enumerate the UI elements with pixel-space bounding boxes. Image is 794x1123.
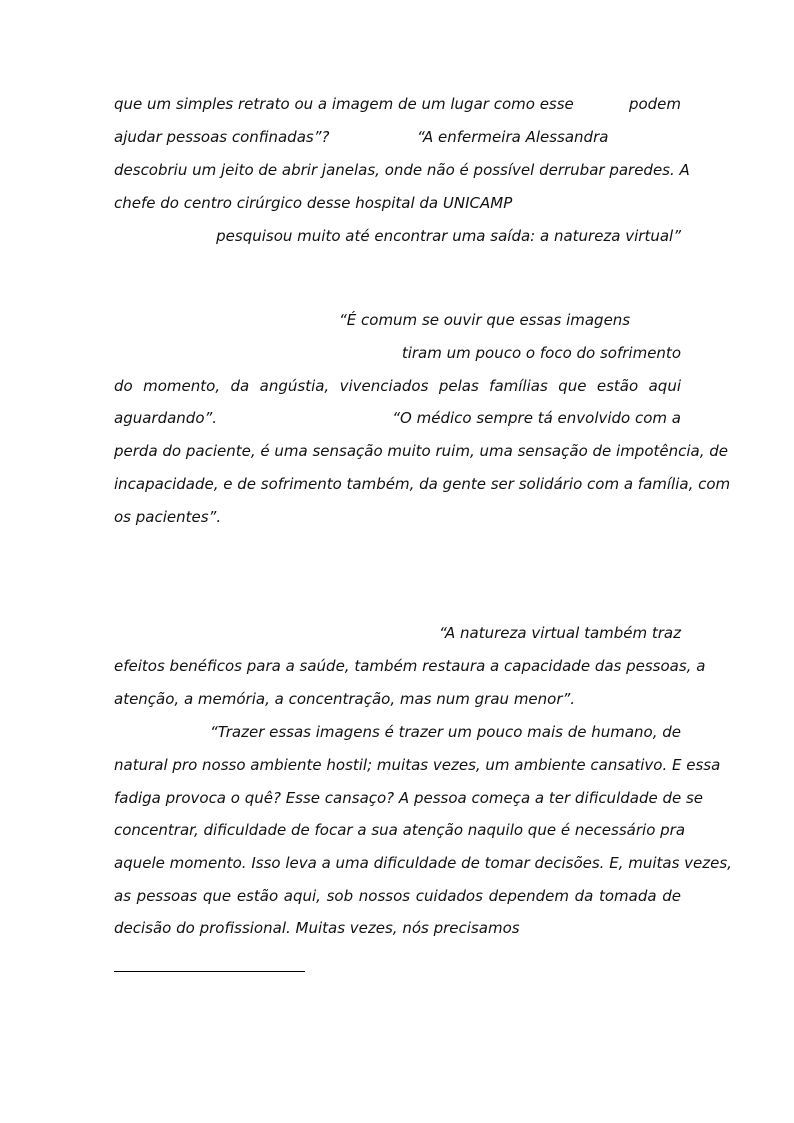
text-line: pesquisou muito até encontrar uma saída: a natureza virtual”	[216, 227, 681, 245]
text-segment: que um simples retrato ou a imagem de um lugar como esse	[114, 95, 574, 113]
text-line: os pacientes”.	[114, 508, 222, 526]
text-segment: “O médico sempre tá envolvido com a	[392, 409, 681, 427]
text-line: do momento, da angústia, vivenciados pelas famílias que estão aqui	[114, 377, 681, 395]
text-line: descobriu um jeito de abrir janelas, onde não é possível derrubar paredes. A	[114, 161, 690, 179]
text-line: “A natureza virtual também traz	[439, 624, 681, 642]
text-line: atenção, a memória, a concentração, mas num grau menor”.	[114, 690, 576, 708]
text-segment: ajudar pessoas confinadas”?	[114, 128, 330, 146]
text-segment: aguardando”.	[114, 409, 218, 427]
text-line	[114, 94, 681, 114]
text-line: aquele momento. Isso leva a uma dificuldade de tomar decisões. E, muitas vezes,	[114, 854, 732, 872]
text-line: concentrar, dificuldade de focar a sua atenção naquilo que é necessário pra	[114, 821, 686, 839]
text-line: chefe do centro cirúrgico desse hospital da UNICAMP	[114, 194, 513, 212]
text-line: as pessoas que estão aqui, sob nossos cuidados dependem da tomada de	[114, 887, 681, 905]
text-line: decisão do profissional. Muitas vezes, nós precisamos	[114, 919, 520, 937]
text-line: “Trazer essas imagens é trazer um pouco mais de humano, de	[209, 723, 681, 741]
footnote-separator	[114, 971, 305, 972]
text-segment: podem	[628, 95, 681, 113]
text-line: incapacidade, e de sofrimento também, da gente ser solidário com a família, com	[114, 475, 731, 493]
text-line: perda do paciente, é uma sensação muito ruim, uma sensação de impotência, de	[114, 442, 729, 460]
text-line: “É comum se ouvir que essas imagens	[339, 311, 631, 329]
text-line: tiram um pouco o foco do sofrimento	[401, 344, 681, 362]
text-line: fadiga provoca o quê? Esse cansaço? A pessoa começa a ter dificuldade de se	[114, 789, 704, 807]
text-line	[114, 408, 681, 428]
text-line: efeitos benéficos para a saúde, também restaura a capacidade das pessoas, a	[114, 657, 706, 675]
text-segment: “A enfermeira Alessandra	[417, 128, 609, 146]
text-line	[114, 127, 681, 147]
text-line: natural pro nosso ambiente hostil; muitas vezes, um ambiente cansativo. E essa	[114, 756, 721, 774]
